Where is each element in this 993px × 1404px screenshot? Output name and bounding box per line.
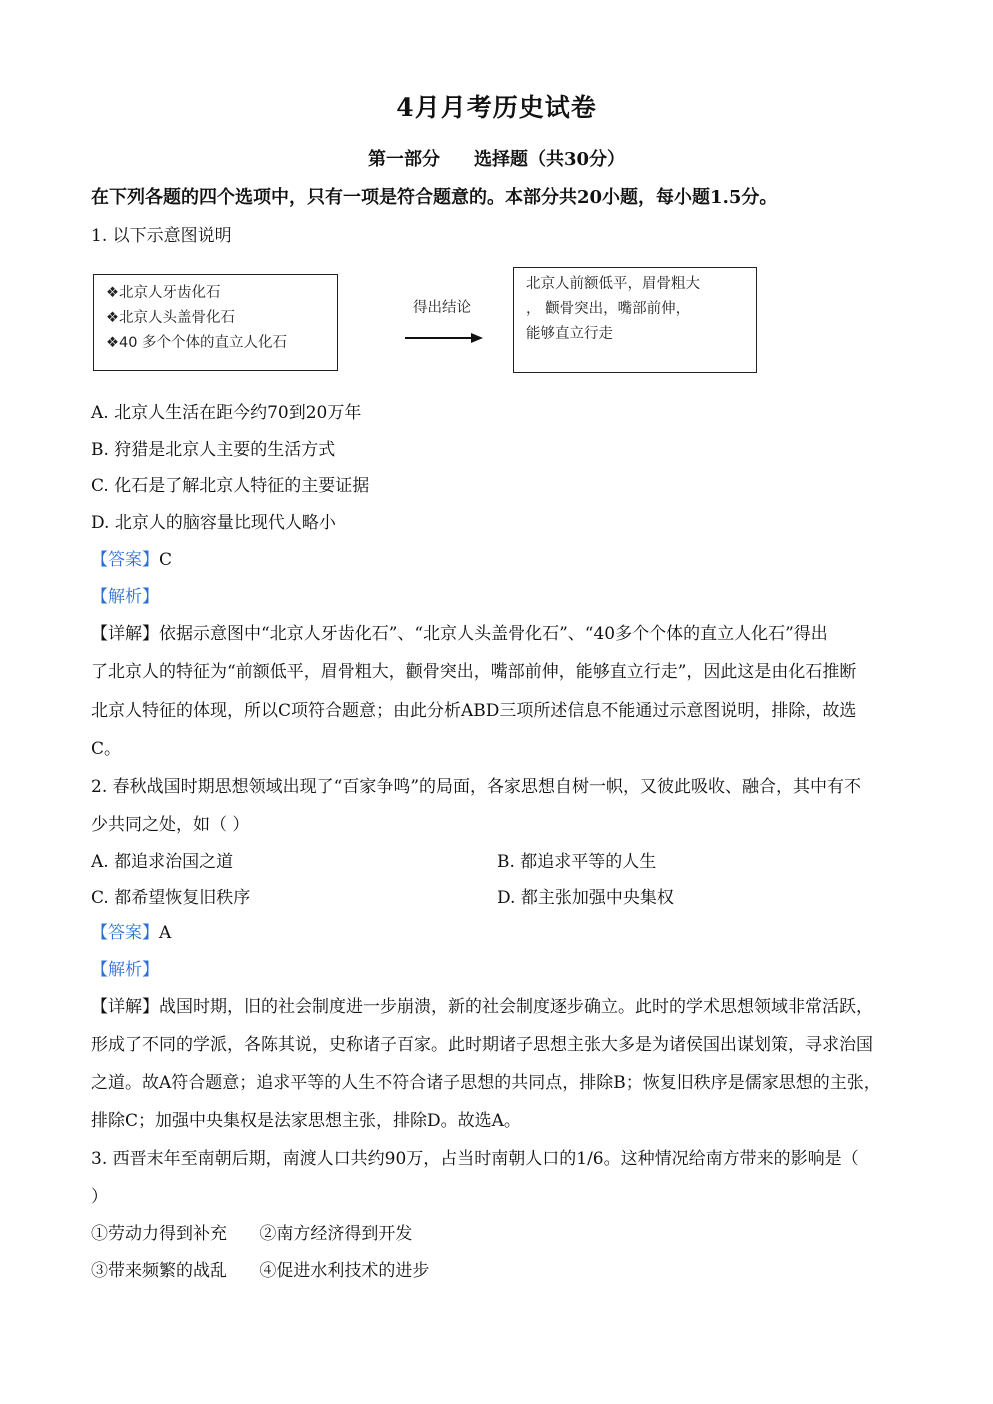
q1-detail-line: 了北京人的特征为“前额低平，眉骨粗大，颧骨突出，嘴部前伸，能够直立行走”，因此这是由化石推断 (91, 662, 857, 682)
diagram-conclusion-line: 能够直立行走 (526, 326, 613, 342)
answer-tag: 【答案】 (91, 923, 159, 943)
q2-stem-line: 少共同之处，如（ ） (91, 815, 250, 835)
section-heading (0, 145, 993, 171)
q3-stem-line: ） (91, 1187, 108, 1207)
q1-answer (91, 545, 172, 570)
q2-option-d: D. 都主张加强中央集权 (497, 888, 674, 908)
q3-items-line: ③带来频繁的战乱 ④促进水利技术的进步 (91, 1261, 430, 1281)
diagram-evidence-item: ❖北京人牙齿化石 (106, 285, 221, 301)
q1-detail-line: 北京人特征的体现，所以C项符合题意；由此分析ABD三项所述信息不能通过示意图说明，排除，故选 (91, 701, 857, 721)
q1-stem: 1. 以下示意图说明 (91, 226, 232, 246)
right-arrow-icon (405, 331, 483, 345)
diagram-conclusion-line: 北京人前额低平，眉骨粗大 (526, 276, 700, 292)
q2-option-c: C. 都希望恢复旧秩序 (91, 888, 251, 908)
q1-option-c: C. 化石是了解北京人特征的主要证据 (91, 476, 370, 496)
diagram-arrow-label: 得出结论 (413, 300, 471, 316)
q3-items-line: ①劳动力得到补充 ②南方经济得到开发 (91, 1224, 413, 1244)
diagram-evidence-item: ❖北京人头盖骨化石 (106, 310, 235, 326)
answer-tag: 【答案】 (91, 550, 159, 570)
q1-option-b: B. 狩猎是北京人主要的生活方式 (91, 440, 336, 460)
diagram-conclusion-box (513, 267, 757, 373)
q2-detail-line: 之道。故A符合题意；追求平等的人生不符合诸子思想的共同点，排除B；恢复旧秩序是儒家思想的主张， (91, 1073, 881, 1093)
q1-detail-line: C。 (91, 739, 122, 759)
q2-answer (91, 918, 171, 943)
q2-stem-line: 2. 春秋战国时期思想领域出现了“百家争鸣”的局面，各家思想自树一帜，又彼此吸收、融合，其中有不 (91, 777, 862, 797)
section-name: 选择题（共30分） (473, 149, 626, 170)
q1-detail-line: 【详解】依据示意图中“北京人牙齿化石”、“北京人头盖骨化石”、“40多个个体的直立人化石”得出 (91, 624, 828, 644)
diagram-evidence-item: ❖40 多个个体的直立人化石 (106, 335, 288, 351)
q1-option-d: D. 北京人的脑容量比现代人略小 (91, 513, 336, 533)
q1-option-a: A. 北京人生活在距今约70到20万年 (91, 403, 362, 423)
q2-detail-line: 排除C；加强中央集权是法家思想主张，排除D。故选A。 (91, 1111, 521, 1131)
q2-detail-line: 形成了不同的学派，各陈其说，史称诸子百家。此时期诸子思想主张大多是为诸侯国出谋划策，寻求治国 (91, 1035, 873, 1055)
q2-option-a: A. 都追求治国之道 (91, 852, 234, 872)
q1-analysis-tag: 【解析】 (91, 587, 159, 607)
q2-detail-line: 【详解】战国时期，旧的社会制度进一步崩溃，新的社会制度逐步确立。此时的学术思想领域非常活跃， (91, 997, 873, 1017)
answer-value: C (159, 550, 173, 570)
q2-analysis-tag: 【解析】 (91, 960, 159, 980)
section-label: 第一部分 (367, 149, 440, 170)
page-title: 4月月考历史试卷 (396, 93, 597, 122)
q3-stem-line: 3. 西晋末年至南朝后期，南渡人口共约90万，占当时南朝人口的1/6。这种情况给南方带来的影响是（ (91, 1149, 859, 1169)
diagram-conclusion-line: ， 颧骨突出，嘴部前伸， (526, 301, 691, 317)
answer-value: A (159, 923, 172, 943)
diagram-evidence-box (93, 274, 338, 371)
instructions: 在下列各题的四个选项中，只有一项是符合题意的。本部分共20小题，每小题1.5分。 (91, 187, 778, 208)
q2-option-b: B. 都追求平等的人生 (497, 852, 657, 872)
